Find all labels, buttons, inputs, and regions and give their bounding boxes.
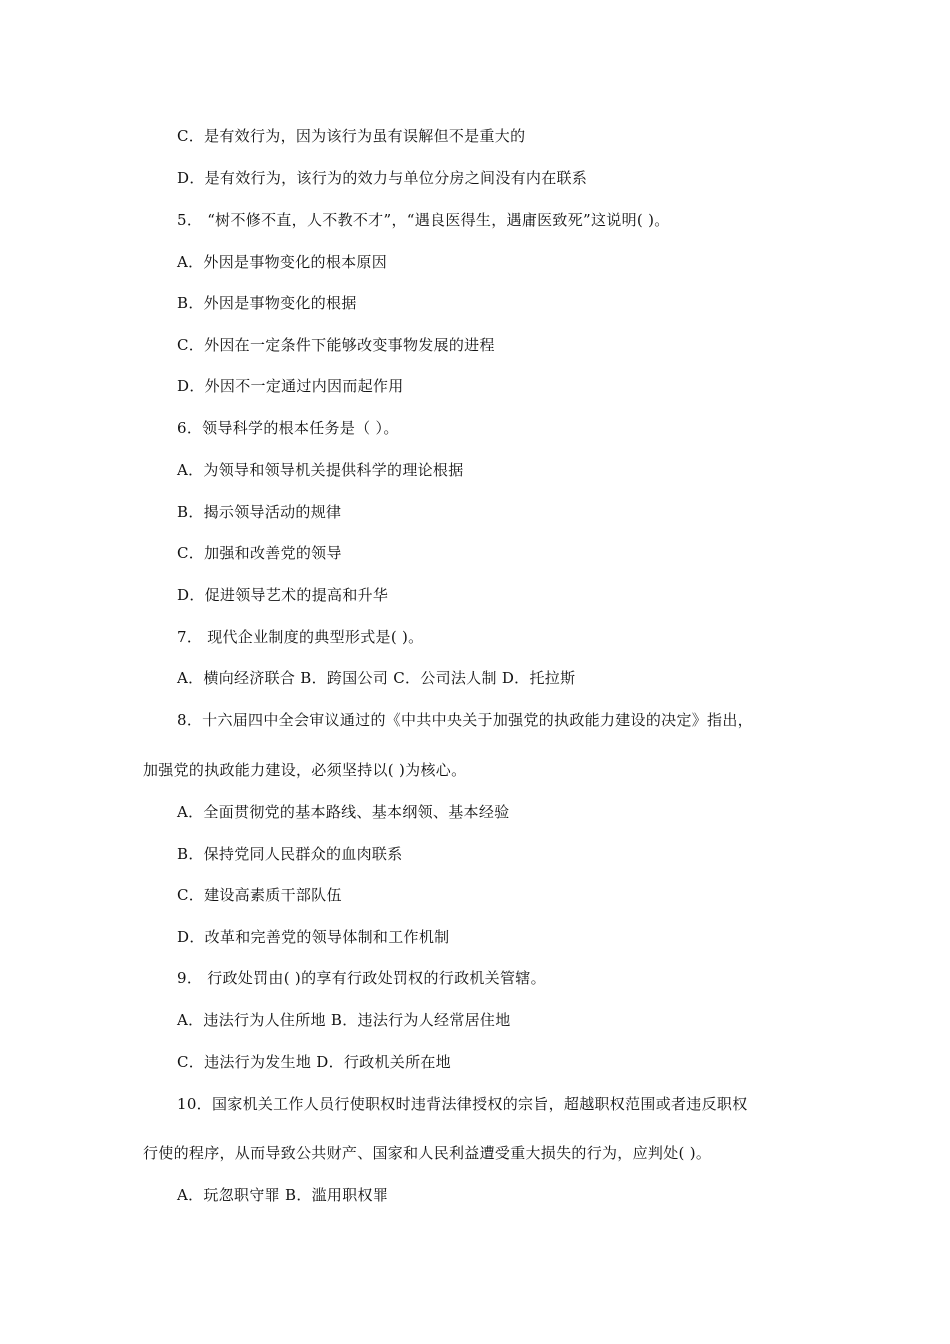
- option-c-q5: C．外因在一定条件下能够改变事物发展的进程: [177, 336, 495, 354]
- question-8-line-2: 加强党的执政能力建设，必须坚持以( )为核心。: [143, 761, 467, 779]
- option-c-q4: C．是有效行为，因为该行为虽有误解但不是重大的: [177, 127, 526, 145]
- question-5: 5． “树不修不直，人不教不才”，“遇良医得生，遇庸医致死”这说明( )。: [177, 211, 670, 229]
- question-7: 7． 现代企业制度的典型形式是( )。: [177, 628, 424, 646]
- option-a-q5: A．外因是事物变化的根本原因: [177, 253, 388, 271]
- options-q7: A．横向经济联合 B．跨国公司 C．公司法人制 D．托拉斯: [177, 669, 576, 687]
- question-9: 9． 行政处罚由( )的享有行政处罚权的行政机关管辖。: [177, 969, 546, 987]
- option-d-q5: D．外因不一定通过内因而起作用: [177, 377, 404, 395]
- options-q10: A．玩忽职守罪 B．滥用职权罪: [177, 1186, 389, 1204]
- option-d-q6: D．促进领导艺术的提高和升华: [177, 586, 389, 604]
- option-c-q6: C．加强和改善党的领导: [177, 544, 342, 562]
- option-d-q8: D．改革和完善党的领导体制和工作机制: [177, 928, 450, 946]
- question-10-line-2: 行使的程序，从而导致公共财产、国家和人民利益遭受重大损失的行为，应判处( )。: [143, 1144, 712, 1162]
- option-b-q6: B．揭示领导活动的规律: [177, 503, 342, 521]
- options-q9-ab: A．违法行为人住所地 B．违法行为人经常居住地: [177, 1011, 511, 1029]
- options-q9-cd: C．违法行为发生地 D．行政机关所在地: [177, 1053, 451, 1071]
- option-a-q6: A．为领导和领导机关提供科学的理论根据: [177, 461, 464, 479]
- option-a-q8: A．全面贯彻党的基本路线、基本纲领、基本经验: [177, 803, 510, 821]
- option-b-q5: B．外因是事物变化的根据: [177, 294, 357, 312]
- option-b-q8: B．保持党同人民群众的血肉联系: [177, 845, 403, 863]
- question-6: 6．领导科学的根本任务是（ ）。: [177, 419, 399, 437]
- question-10-line-1: 10．国家机关工作人员行使职权时违背法律授权的宗旨，超越职权范围或者违反职权: [177, 1095, 748, 1113]
- option-d-q4: D．是有效行为，该行为的效力与单位分房之间没有内在联系: [177, 169, 588, 187]
- question-8-line-1: 8．十六届四中全会审议通过的《中共中央关于加强党的执政能力建设的决定》指出，: [177, 711, 753, 729]
- option-c-q8: C．建设高素质干部队伍: [177, 886, 342, 904]
